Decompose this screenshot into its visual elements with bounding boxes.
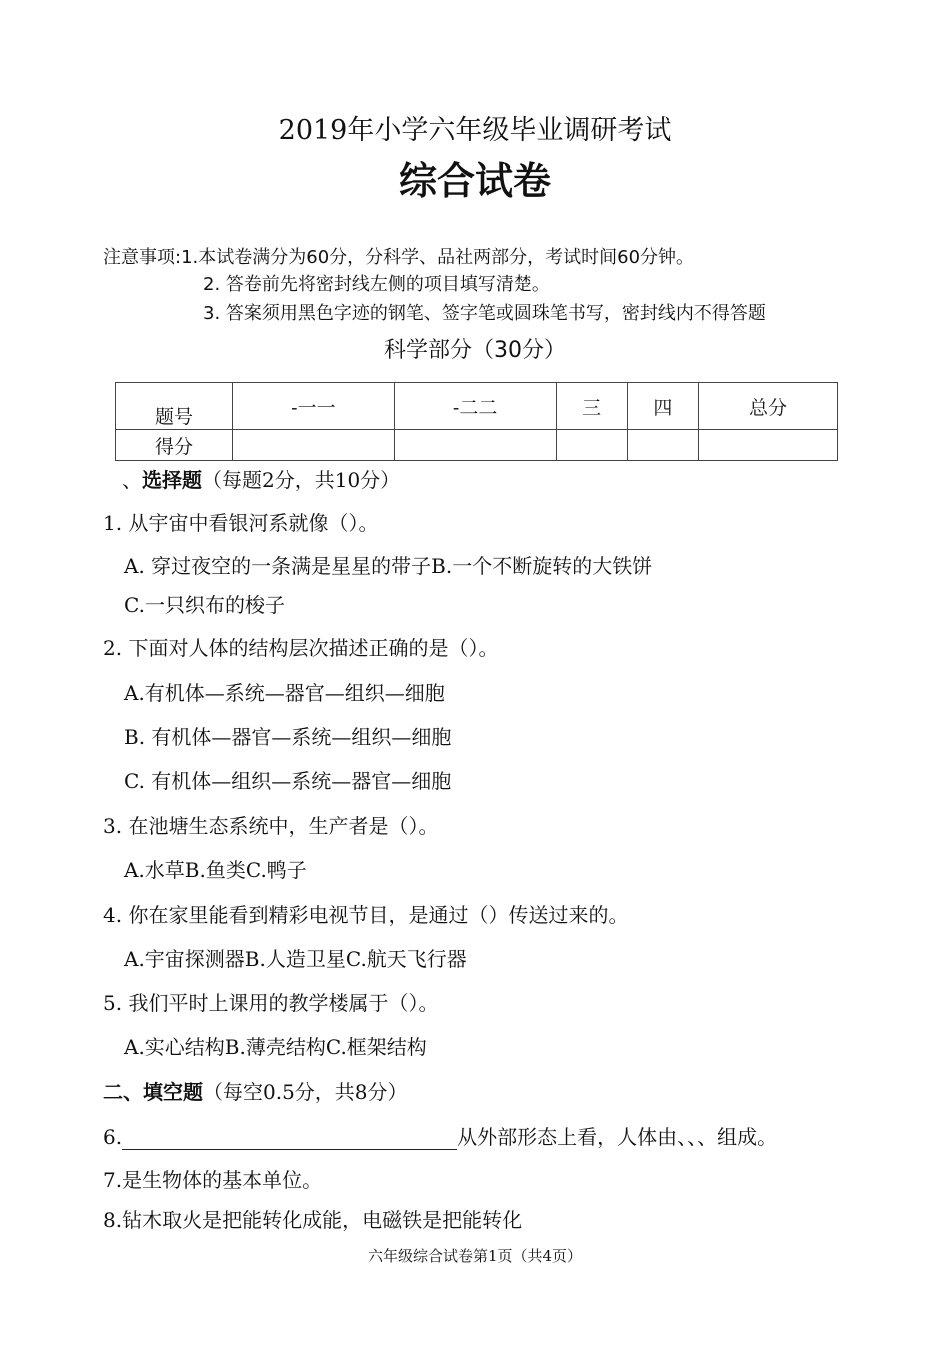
part1-heading	[122, 464, 400, 493]
notes-line-3: 3. 答案须用黑色字迹的钢笔、签字笔或圆珠笔书写，密封线内不得答题	[203, 303, 766, 324]
question-2: 2. 下面对人体的结构层次描述正确的是（）。	[103, 636, 499, 660]
score-cell-3[interactable]	[556, 430, 627, 461]
question-6-number: 6.	[103, 1125, 123, 1149]
score-col-4: 四	[627, 383, 698, 430]
part2-heading	[103, 1076, 408, 1105]
question-2-option-a: A.有机体—系统—器官—组织—细胞	[124, 681, 445, 705]
question-number-label: 题号	[116, 383, 233, 430]
part2-title: 二、填空题	[103, 1080, 203, 1104]
score-table-header-row	[116, 383, 838, 430]
part2-note: （每空0.5分，共8分）	[203, 1080, 408, 1104]
question-6-blank[interactable]	[122, 1129, 457, 1150]
question-1-option-c: C.一只织布的梭子	[124, 593, 285, 617]
question-3-options: A.水草B.鱼类C.鸭子	[124, 858, 307, 882]
score-table	[115, 382, 838, 461]
question-5: 5. 我们平时上课用的教学楼属于（）。	[103, 991, 439, 1015]
question-8: 8.钻木取火是把能转化成能，电磁铁是把能转化	[103, 1208, 523, 1232]
question-2-option-b: B. 有机体—器官—系统—组织—细胞	[124, 725, 452, 749]
part1-title: 选择题	[142, 468, 202, 492]
score-col-1: -一一	[233, 383, 395, 430]
score-label: 得分	[116, 430, 233, 461]
score-table-score-row	[116, 430, 838, 461]
question-4: 4. 你在家里能看到精彩电视节目，是通过（）传送过来的。	[103, 903, 629, 927]
score-col-2: -二二	[394, 383, 556, 430]
score-cell-2[interactable]	[394, 430, 556, 461]
score-col-3: 三	[556, 383, 627, 430]
exam-title: 2019年小学六年级毕业调研考试	[278, 115, 672, 146]
question-1-options-a-b: A. 穿过夜空的一条满是星星的带子B.一个不断旋转的大铁饼	[124, 554, 653, 578]
question-6-text: 从外部形态上看，人体由、、、组成。	[457, 1125, 778, 1149]
score-cell-4[interactable]	[627, 430, 698, 461]
page-footer: 六年级综合试卷第1页（共4页）	[367, 1247, 583, 1265]
question-6	[103, 1121, 777, 1150]
part1-prefix: 、	[122, 468, 142, 492]
exam-subtitle: 综合试卷	[398, 159, 551, 203]
question-4-options: A.宇宙探测器B.人造卫星C.航天飞行器	[124, 947, 467, 971]
science-section-title: 科学部分（30分）	[384, 338, 566, 363]
score-cell-total[interactable]	[699, 430, 838, 461]
question-1: 1. 从宇宙中看银河系就像（）。	[103, 511, 379, 535]
score-cell-1[interactable]	[233, 430, 395, 461]
score-col-total: 总分	[699, 383, 838, 430]
question-5-options: A.实心结构B.薄壳结构C.框架结构	[124, 1035, 427, 1059]
question-2-option-c: C. 有机体—组织—系统—器官—细胞	[124, 769, 452, 793]
question-3: 3. 在池塘生态系统中，生产者是（）。	[103, 814, 439, 838]
question-7: 7.是生物体的基本单位。	[103, 1168, 323, 1192]
notes-line-2: 2. 答卷前先将密封线左侧的项目填写清楚。	[203, 274, 550, 295]
notes-line-1: 注意事项:1.本试卷满分为60分，分科学、品社两部分，考试时间60分钟。	[103, 247, 695, 268]
part1-note: （每题2分，共10分）	[202, 468, 401, 492]
